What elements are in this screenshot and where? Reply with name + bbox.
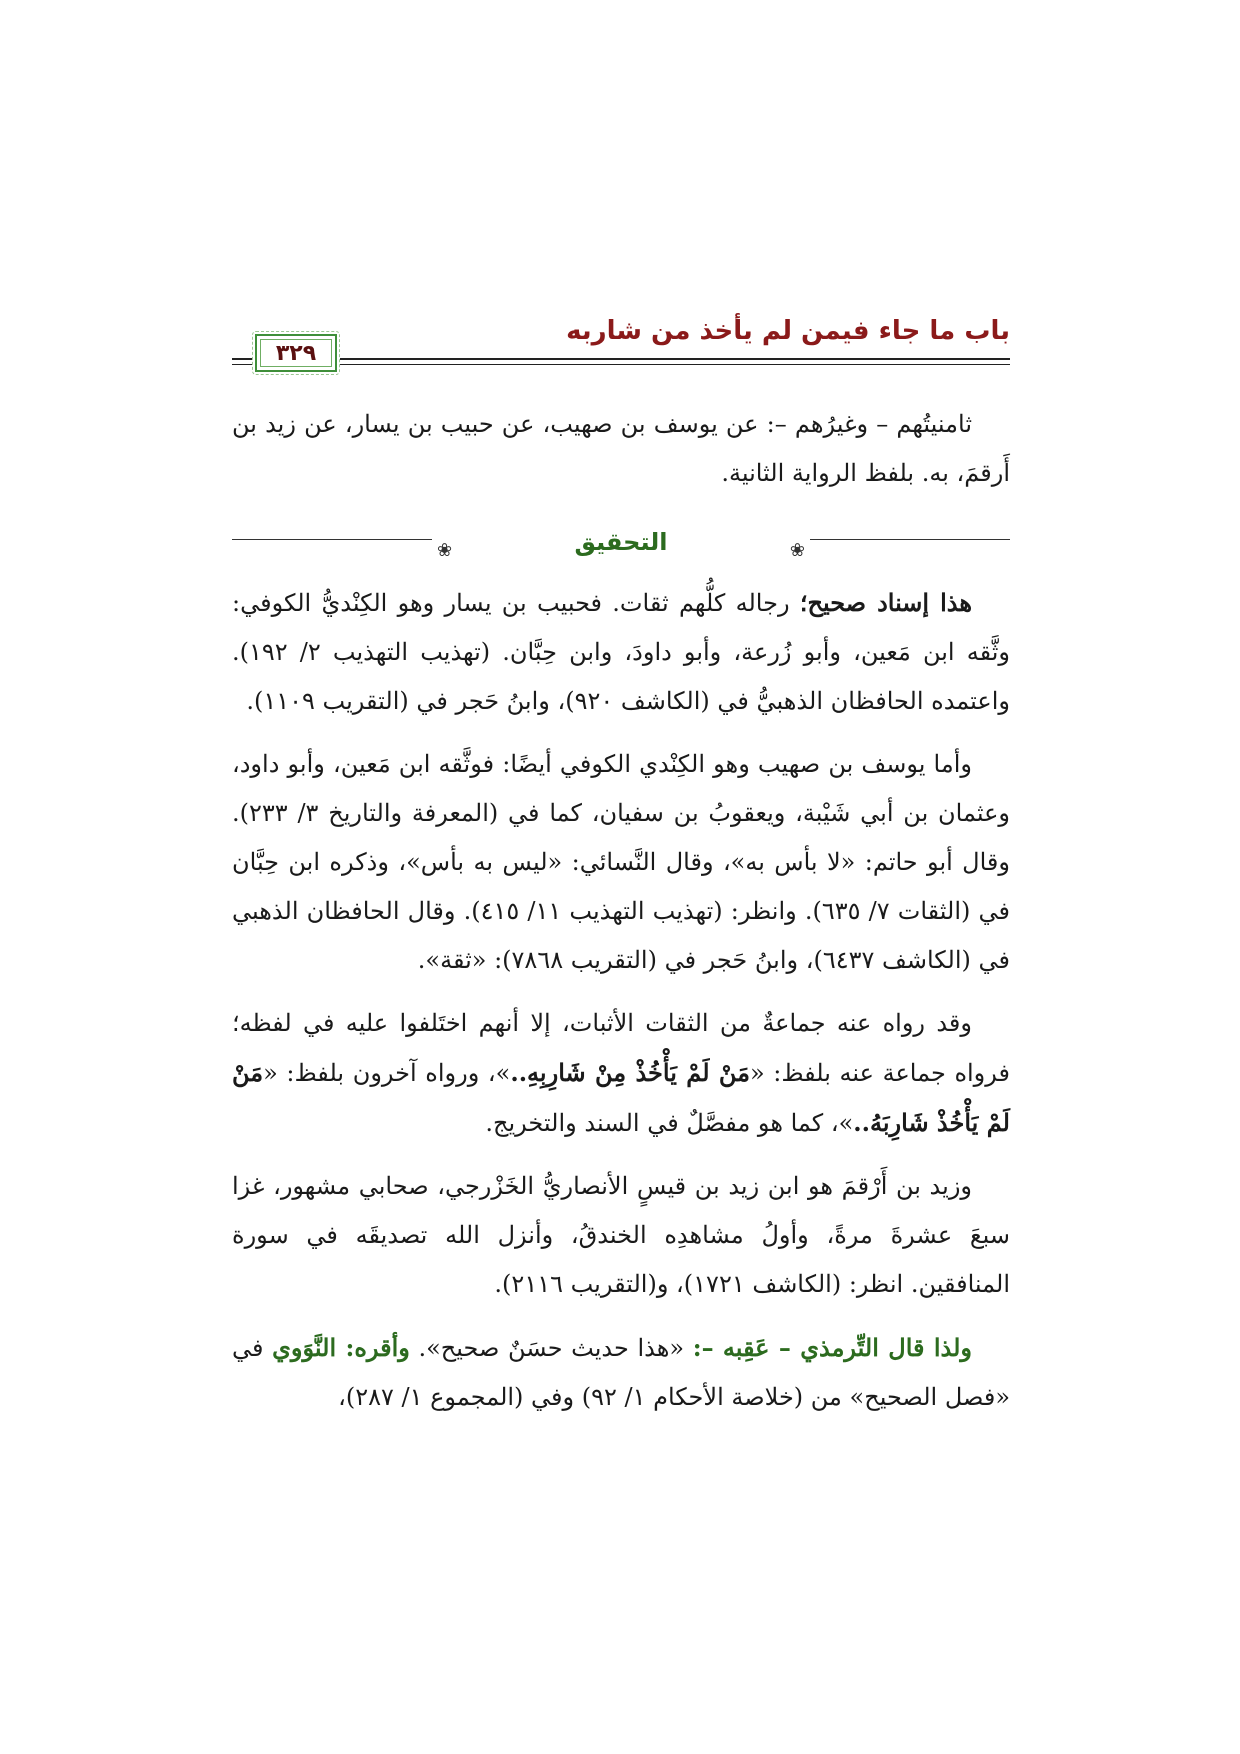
paragraph-2 bbox=[232, 578, 1010, 726]
running-title: باب ما جاء فيمن لم يأخذ من شاربه bbox=[566, 316, 1010, 346]
paragraph-6-text-rest: في «فصل الصحيح» من (خلاصة الأحكام ١/ ٩٢) وفي (المجموع ١/ ٢٨٧)، bbox=[232, 1334, 1010, 1411]
page-body bbox=[232, 400, 1010, 1436]
paragraph-3: وأما يوسف بن صهيب وهو الكِنْدي الكوفي أيضًا: فوثَّقه ابن مَعين، وأبو داود، وعثمان بن أبي شَيْبة، ويعقوبُ بن سفيان، كما في (المعرفة والتاريخ ٣/ ٢٣٣). وقال أبو حاتم: «لا بأس به»، وقال النَّسائي: «ليس به بأس»، وذكره ابن حِبَّان في (الثقات ٧/ ٦٣٥). وانظر: (تهذيب التهذيب ١١/ ٤١٥). وقال الحافظان الذهبي في (الكاشف ٦٤٣٧)، وابنُ حَجر في (التقريب ٧٨٦٨): «ثقة». bbox=[232, 750, 1011, 974]
paragraph-4-text-c: »، كما هو مفصَّلٌ في السند والتخريج. bbox=[485, 1109, 854, 1137]
paragraph-5: وزيد بن أَرْقمَ هو ابن زيد بن قيسٍ الأنصاريُّ الخَزْرجي، صحابي مشهور، غزا سبعَ عشرةَ مرةً، وأولُ مشاهدِه الخندقُ، وأنزل الله تصديقَه في سورة المنافقين. انظر: (الكاشف ١٧٢١)، و(التقريب ٢١١٦). bbox=[232, 1172, 1010, 1298]
header-rule-left-bottom bbox=[232, 364, 252, 365]
page-number-badge bbox=[255, 334, 337, 372]
paragraph-4 bbox=[232, 999, 1010, 1148]
divider-ornament-left-icon: ❀ bbox=[437, 540, 453, 561]
paragraph-6-lead-2: وأقره: النَّوَوي bbox=[272, 1333, 410, 1362]
divider-line-left bbox=[232, 539, 432, 540]
paragraph-6-text-mid: «هذا حديث حسَنٌ صحيح». bbox=[409, 1334, 693, 1362]
paragraph-6 bbox=[232, 1323, 1010, 1422]
page-header bbox=[232, 312, 1010, 376]
paragraph-1: ثامنيتُهم – وغيرُهم –: عن يوسف بن صهيب، عن حبيب بن يسار، عن زيد بن أَرقمَ، به. بلفظ الرواية الثانية. bbox=[232, 410, 1010, 487]
section-heading: التحقيق bbox=[574, 528, 668, 556]
divider-line-right bbox=[810, 539, 1010, 540]
paragraph-6-lead-1: ولذا قال التِّرمذي – عَقِبه –: bbox=[692, 1333, 972, 1362]
header-rule-bottom bbox=[340, 364, 1010, 365]
header-rule-left-top bbox=[232, 358, 252, 360]
header-rule-top bbox=[340, 358, 1010, 360]
section-divider bbox=[232, 512, 1010, 566]
paragraph-4-quote-1: مَنْ لَمْ يَأْخُذْ مِنْ شَارِبِهِ.. bbox=[510, 1058, 750, 1087]
paragraph-4-quote-2: مَنْ لَمْ يَأْخُذْ شَارِبَهُ.. bbox=[232, 1058, 1010, 1137]
paragraph-4-text-a: وقد رواه عنه جماعةٌ من الثقات الأثبات، إلا أنهم اختَلفوا عليه في لفظه؛ فرواه جماعة عنه بلفظ: « bbox=[232, 1009, 1010, 1087]
page-number: ٣٢٩ bbox=[275, 340, 317, 366]
paragraph-2-text: رجاله كلُّهم ثقات. فحبيب بن يسار وهو الكِنْديُّ الكوفي: وثَّقه ابن مَعين، وأبو زُرعة، وأبو داودَ، وابن حِبَّان. (تهذيب التهذيب ٢/ ١٩٢). واعتمده الحافظان الذهبيُّ في (الكاشف ٩٢٠)، وابنُ حَجر في (التقريب ١١٠٩). bbox=[232, 589, 1010, 715]
paragraph-2-lead: هذا إسناد صحيح؛ bbox=[799, 588, 973, 617]
divider-ornament-right-icon: ❀ bbox=[789, 540, 805, 561]
paragraph-4-text-b: »، ورواه آخرون بلفظ: « bbox=[263, 1059, 511, 1087]
